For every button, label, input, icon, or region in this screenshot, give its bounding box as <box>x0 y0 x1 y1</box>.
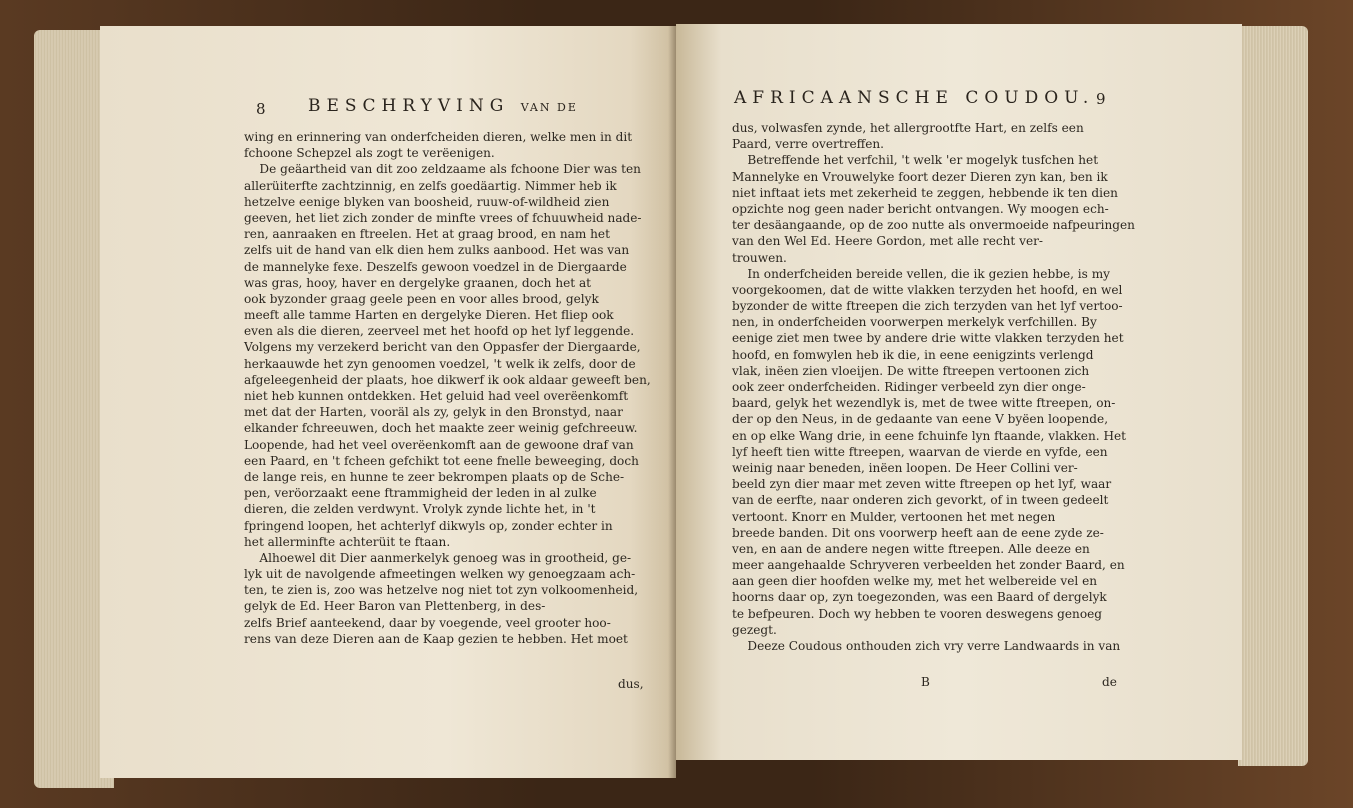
text-line: dieren, die zelden verdwynt. Vrolyk zynde lichte het, in 't <box>244 502 596 517</box>
text-line: het allerminfte achterüit te ftaan. <box>244 534 451 549</box>
text-line: gezegt. <box>732 622 777 637</box>
text-line: Betreffende het verfchil, 't welk 'er mogelyk tusfchen het <box>732 153 1099 168</box>
right-signature: B <box>921 675 930 689</box>
text-line: In onderfcheiden bereide vellen, die ik gezien hebbe, is my <box>732 266 1111 281</box>
text-line: vertoont. Knorr en Mulder, vertoonen het met negen <box>732 509 1056 524</box>
text-line: vlak, inëen zien vloeijen. De witte ftreepen vertoonen zich <box>732 363 1090 378</box>
text-line: der op den Neus, in de gedaante van eene V byëen loopende, <box>732 412 1109 427</box>
text-line: even als die dieren, zeerveel met het hoofd op het lyf leggende. <box>244 324 635 339</box>
text-line: opzichte nog geen nader bericht ontvangen. Wy moogen ech- <box>732 201 1109 216</box>
text-line: met dat der Harten, vooräl als zy, gelyk in den Bronstyd, naar <box>244 405 623 420</box>
right-catchword: de <box>1102 675 1117 689</box>
text-line: afgeleegenheid der plaats, hoe dikwerf ik ook aldaar geweeft ben, <box>244 372 651 387</box>
text-line: lyk uit de navolgende afmeetingen welken wy genoegzaam ach- <box>244 567 636 582</box>
text-line: ook zeer onderfcheiden. Ridinger verbeeld zyn dier onge- <box>732 380 1086 394</box>
text-line: trouwen. <box>732 250 787 265</box>
left-page-number: 8 <box>256 100 266 118</box>
text-line: byzonder de witte ftreepen die zich terzyden van het lyf vertoo- <box>732 299 1123 314</box>
left-running-head-title: BESCHRYVING <box>308 96 510 116</box>
text-line: hoofd, en fomwylen heb ik die, in eene eenigzints verlengd <box>732 347 1094 362</box>
left-body-text <box>244 129 664 647</box>
text-line: meeft alle tamme Harten en dergelyke Dieren. Het fliep ook <box>244 308 614 323</box>
right-running-head: AFRICAANSCHE COUDOU. <box>734 88 1095 108</box>
text-line: te befpeuren. Doch wy hebben te vooren deswegens genoeg <box>732 606 1103 621</box>
text-line: nen, in onderfcheiden voorwerpen merkelyk verfchillen. By <box>732 315 1097 330</box>
text-line: Deeze Coudous onthouden zich vry verre Landwaards in van <box>732 639 1121 653</box>
text-line: ten, te zien is, zoo was hetzelve nog niet tot zyn volkoomenheid, <box>244 583 639 598</box>
text-line: van den Wel Ed. Heere Gordon, met alle recht ver- <box>732 234 1043 249</box>
text-line: Mannelyke en Vrouwelyke foort dezer Dieren zyn kan, ben ik <box>732 169 1108 184</box>
text-line: De geäartheid van dit zoo zeldzaame als fchoone Dier was ten <box>244 162 641 177</box>
left-running-head-suffix: VAN DE <box>520 101 578 114</box>
text-line: de lange reis, en hunne te zeer bekrompen plaats op de Sche- <box>244 469 625 484</box>
text-line: de mannelyke fexe. Deszelfs gewoon voedzel in de Diergaarde <box>244 259 627 274</box>
text-line: allerüiterfte zachtzinnig, en zelfs goedäartig. Nimmer heb ik <box>244 178 617 193</box>
text-line: een Paard, en 't fcheen gefchikt tot eene fnelle beweeging, doch <box>244 453 639 468</box>
text-line: Paard, verre overtreffen. <box>732 137 885 152</box>
left-running-head <box>308 96 578 116</box>
text-line: dus, volwasfen zynde, het allergrootfte Hart, en zelfs een <box>732 121 1084 135</box>
left-page <box>100 26 676 778</box>
text-line: ven, en aan de andere negen witte ftreepen. Alle deeze en <box>732 541 1090 556</box>
text-line: van de eerfte, naar onderen zich gevorkt, of in tween gedeelt <box>732 493 1109 508</box>
right-page-edges <box>1238 26 1308 766</box>
text-line: hoorns daar op, zyn toegezonden, was een Baard of dergelyk <box>732 590 1107 605</box>
text-line: ter desäangaande, op de zoo nutte als onvermoeide nafpeuringen <box>732 218 1135 233</box>
right-page-number: 9 <box>1096 90 1106 108</box>
text-line: aan geen dier hoofden welke my, met het welbereide vel en <box>732 574 1098 589</box>
text-line: fpringend loopen, het achterlyf dikwyls op, zonder echter in <box>244 518 613 533</box>
text-line: elkander fchreeuwen, doch het maakte zeer weinig gefchreeuw. <box>244 421 638 436</box>
text-line: geeven, het liet zich zonder de minfte vrees of fchuuwheid nade- <box>244 210 642 225</box>
text-line: en op elke Wang drie, in eene fchuinfe lyn ftaande, vlakken. Het <box>732 428 1127 443</box>
text-line: ren, aanraaken en ftreelen. Het at graag brood, en nam het <box>244 227 610 242</box>
text-line: hetzelve eenige blyken van boosheid, ruuw-of-wildheid zien <box>244 194 610 209</box>
text-line: pen, veröorzaakt eene ftrammigheid der leden in al zulke <box>244 486 597 501</box>
right-body-text <box>732 120 1142 654</box>
text-line: zelfs Brief aanteekend, daar by voegende, veel grooter hoo- <box>244 615 611 630</box>
text-line: herkaauwde het zyn genoomen voedzel, 't welk ik zelfs, door de <box>244 356 636 371</box>
text-line: niet heb kunnen ontdekken. Het geluid had veel overëenkomft <box>244 389 629 403</box>
text-line: ook byzonder graag geele peen en voor alles brood, gelyk <box>244 291 599 306</box>
text-line: rens van deze Dieren aan de Kaap gezien te hebben. Het moet <box>244 631 628 646</box>
text-line: weinig naar beneden, inëen loopen. De Heer Collini ver- <box>732 460 1078 475</box>
text-line: wing en erinnering van onderfcheiden dieren, welke men in dit <box>244 130 633 144</box>
text-line: Loopende, had het veel overëenkomft aan de gewoone draf van <box>244 437 634 452</box>
right-page <box>676 24 1242 760</box>
text-line: Volgens my verzekerd bericht van den Oppasfer der Diergaarde, <box>244 340 641 355</box>
text-line: was gras, hooy, haver en dergelyke graanen, doch het at <box>244 275 592 290</box>
text-line: gelyk de Ed. Heer Baron van Plettenberg, in des- <box>244 599 546 614</box>
text-line: baard, gelyk het wezendlyk is, met de twee witte ftreepen, on- <box>732 396 1116 411</box>
text-line: niet inftaat iets met zekerheid te zeggen, hebbende ik ten dien <box>732 185 1118 200</box>
left-catchword: dus, <box>618 677 644 691</box>
text-line: zelfs uit de hand van elk dien hem zulks aanbood. Het was van <box>244 243 630 258</box>
text-line: eenige ziet men twee by andere drie witte vlakken terzyden het <box>732 331 1124 346</box>
text-line: breede banden. Dit ons voorwerp heeft aan de eene zyde ze- <box>732 525 1104 540</box>
text-line: lyf heeft tien witte ftreepen, waarvan de vierde en vyfde, een <box>732 444 1108 459</box>
text-line: beeld zyn dier maar met zeven witte ftreepen op het lyf, waar <box>732 477 1112 492</box>
text-line: meer aangehaalde Schryveren verbeelden het zonder Baard, en <box>732 558 1125 573</box>
text-line: Alhoewel dit Dier aanmerkelyk genoeg was in grootheid, ge- <box>244 550 632 565</box>
text-line: fchoone Schepzel als zogt te verëenigen. <box>244 146 495 161</box>
text-line: voorgekoomen, dat de witte vlakken terzyden het hoofd, en wel <box>732 282 1123 297</box>
